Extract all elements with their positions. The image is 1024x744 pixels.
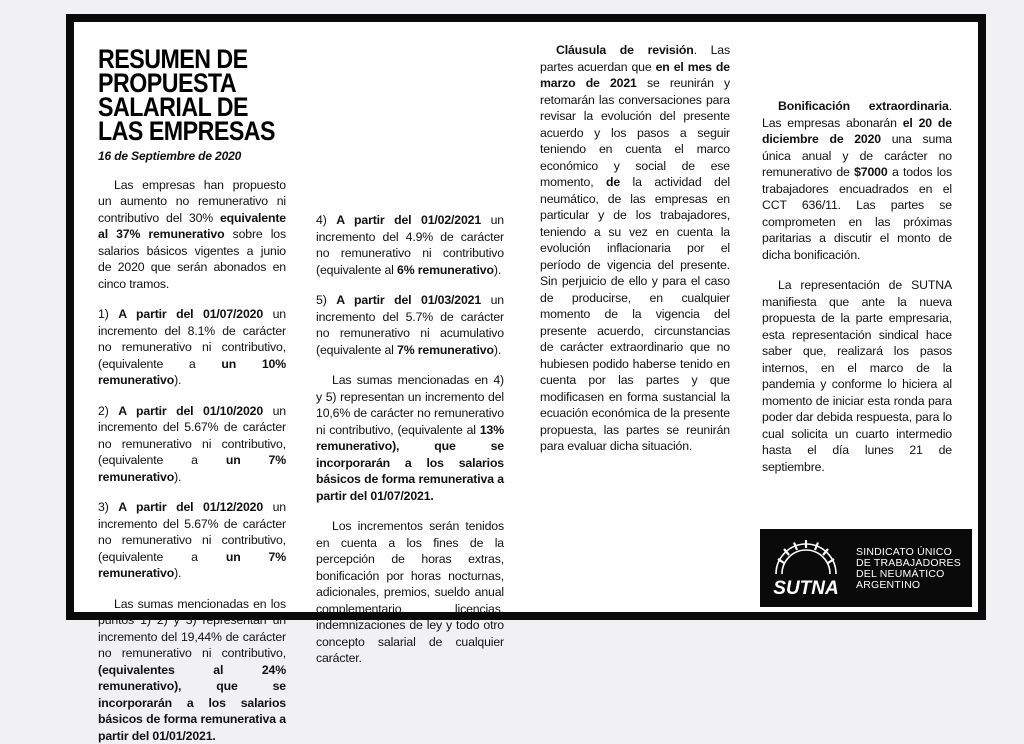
- sutna-name-line: SINDICATO ÚNICO: [856, 547, 961, 558]
- sutna-wordmark: SUTNA: [773, 578, 838, 599]
- column-3: [540, 42, 730, 469]
- bonificacion-paragraph: Bonificación extraordinaria. Las empresas abonarán el 20 de diciembre de 2020 una suma única anual y de carácter no remunerativo de $7000 a todos los trabajadores encuadrados en el CCT 636/11. Las partes se comprometen en las próximas paritarias a discutir el monto de dicha bonificación.: [762, 98, 952, 263]
- tramo-4-paragraph: 4) A partir del 01/02/2021 un incremento del 4.9% de carácter no remunerativo ni contributivo (equivalente al 6% remunerativo).: [316, 212, 504, 278]
- document-title: [98, 47, 287, 143]
- sutna-name: [856, 547, 961, 591]
- sutna-emblem-icon: [768, 534, 844, 604]
- title-line: PROPUESTA: [98, 71, 287, 95]
- document-date: 16 de Septiembre de 2020: [98, 148, 286, 165]
- title-line: RESUMEN DE: [98, 47, 287, 71]
- sumas-2-paragraph: Las sumas mencionadas en 4) y 5) representan un incremento del 10,6% de carácter no remunerativo ni contributivo, (equivalente al 13% remunerativo), que se incorporarán a los salarios básicos de forma remunerativa a partir del 01/07/2021.: [316, 372, 504, 504]
- sumas-1-paragraph-start: Las sumas mencionadas en los puntos 1) 2) y 3) representan un incremento del 19,44% de carácter no remunerativo ni contributivo, (equivalentes al 24% remunerativo), que se incorporarán a los salarios básicos de forma remunerativa a partir del 01/01/2021.: [98, 596, 286, 744]
- sutna-name-line: DE TRABAJADORES: [856, 558, 961, 569]
- sutna-logo: [760, 529, 972, 607]
- column-1: [98, 47, 286, 744]
- column-2: [316, 42, 504, 681]
- tramo-2-paragraph: 2) A partir del 01/10/2020 un incremento del 5.67% de carácter no remunerativo ni contributivo, (equivalente a un 7% remunerativo).: [98, 403, 286, 486]
- document-page: [74, 22, 978, 612]
- sutna-name-line: DEL NEUMÁTICO: [856, 569, 961, 580]
- incrementos-paragraph: Los incrementos serán tenidos en cuenta a los fines de la percepción de horas extras, bonificación por horas nocturnas, adicionales, premios, sueldo anual complementario, licencias, indemnizaciones de ley y todo otro concepto salarial de cualquier carácter.: [316, 518, 504, 667]
- title-line: SALARIAL DE: [98, 95, 287, 119]
- title-line: LAS EMPRESAS: [98, 119, 287, 143]
- revision-paragraph: Cláusula de revisión. Las partes acuerdan que en el mes de marzo de 2021 se reunirán y retomarán las conversaciones para revisar la evolución del presente acuerdo y los pasos a seguir teniendo en cuenta el marco económico y social de ese momento, de la actividad del neumático, de las empresas en particular y de los trabajadores, teniendo a su vez en cuenta la evolución inflacionaria por el período de vigencia del presente. Sin perjuicio de ello y para el caso de producirse, en cualquier momento de la vigencia del presente acuerdo, circunstancias de carácter extraordinario que no hubiesen podido haberse tenido en cuenta por las partes y que modificasen en forma sustancial la ecuación económica de la presente propuesta, las partes se reunirán para evaluar dicha situación.: [540, 42, 730, 455]
- tramo-1-paragraph: 1) A partir del 01/07/2020 un incremento del 8.1% de carácter no remunerativo ni contributivo, (equivalente a un 10% remunerativo).: [98, 306, 286, 389]
- sutna-name-line: ARGENTINO: [856, 580, 961, 591]
- column-4: [762, 42, 952, 489]
- representacion-paragraph: La representación de SUTNA manifiesta que ante la nueva propuesta de la parte empresaria, esta representación sindical hace saber que, realizará los pasos internos, en el marco de la pandemia y conforme lo hiciera al momento de iniciar esta ronda para poder dar debida respuesta, para lo cual solicita un cuarto intermedio hasta el día lunes 21 de septiembre.: [762, 277, 952, 475]
- tramo-3-paragraph: 3) A partir del 01/12/2020 un incremento del 5.67% de carácter no remunerativo ni contributivo, (equivalente a un 7% remunerativo).: [98, 499, 286, 582]
- intro-paragraph: Las empresas han propuesto un aumento no remunerativo ni contributivo del 30% equivalente al 37% remunerativo sobre los salarios básicos vigentes a junio de 2020 que serán abonados en cinco tramos.: [98, 177, 286, 293]
- tramo-5-paragraph: 5) A partir del 01/03/2021 un incremento del 5.7% de carácter no remunerativo ni acumulativo (equivalente al 7% remunerativo).: [316, 292, 504, 358]
